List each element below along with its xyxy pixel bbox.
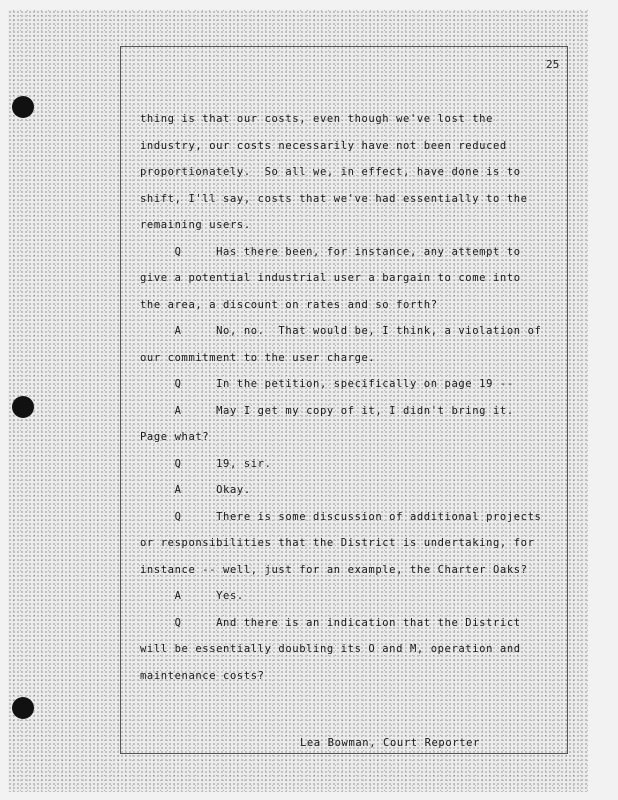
transcript-line: A May I get my copy of it, I didn't bring it. [140,405,514,417]
transcript-line: Q And there is an indication that the District [140,617,521,629]
transcript-line: will be essentially doubling its O and M, operation and [140,643,521,655]
binder-hole-middle [12,396,34,418]
transcript-line: A No, no. That would be, I think, a violation of [140,325,542,337]
transcript-line: Q There is some discussion of additional projects [140,511,542,523]
transcript-line: A Yes. [140,590,244,602]
transcript-line: industry, our costs necessarily have not been reduced [140,140,507,152]
transcript-line: A Okay. [140,484,251,496]
transcript-line: Q Has there been, for instance, any attempt to [140,246,521,258]
page-number: 25 [546,58,560,71]
transcript-line: give a potential industrial user a bargain to come into [140,272,521,284]
transcript-line: thing is that our costs, even though we've lost the [140,113,493,125]
transcript-line: shift, I'll say, costs that we've had essentially to the [140,193,528,205]
transcript-line: Q In the petition, specifically on page 19 -- [140,378,514,390]
court-reporter-signature: Lea Bowman, Court Reporter [300,737,480,749]
transcript-line: or responsibilities that the District is undertaking, for [140,537,535,549]
transcript-line: the area, a discount on rates and so forth? [140,299,438,311]
transcript-line: our commitment to the user charge. [140,352,376,364]
binder-hole-bottom [12,697,34,719]
transcript-line: proportionately. So all we, in effect, have done is to [140,166,521,178]
transcript-line: instance -- well, just for an example, the Charter Oaks? [140,564,528,576]
transcript-line: remaining users. [140,219,251,231]
binder-hole-top [12,96,34,118]
transcript-line: Page what? [140,431,210,443]
transcript-line: maintenance costs? [140,670,265,682]
transcript-line: Q 19, sir. [140,458,272,470]
